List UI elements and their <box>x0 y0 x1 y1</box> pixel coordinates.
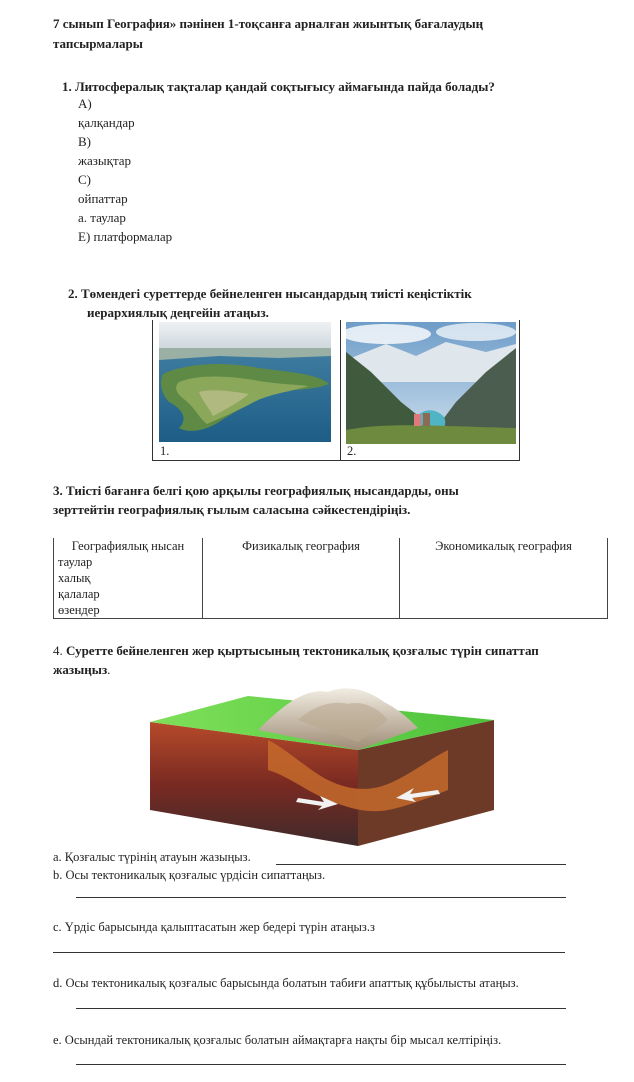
q1-option-e: Е) платформалар <box>78 229 173 244</box>
q1-option-d: a. таулар <box>78 210 126 225</box>
table-header-row <box>54 538 608 554</box>
question-1: 1. Литосфералық тақталар қандай соқтығысу аймағында пайда болады? <box>62 79 495 94</box>
table-row <box>54 570 608 586</box>
header-line-1: 7 сынып География» пәнінен 1-тоқсанға арналған жиынтық бағалаудың <box>53 16 484 31</box>
answer-cell[interactable] <box>203 602 400 619</box>
subquestion-a: a. Қозғалыс түрінің атауын жазыңыз. <box>53 850 251 864</box>
question-3-line-2: зерттейтін географиялық ғылым саласына сәйкестендіріңіз. <box>53 502 411 517</box>
matching-table <box>53 538 608 619</box>
image-2-label: 2. <box>347 444 357 458</box>
q1-option-b: В) <box>78 134 91 149</box>
column-header: Экономикалық география <box>400 538 608 554</box>
image-table-divider <box>340 320 341 460</box>
answer-cell[interactable] <box>400 602 608 619</box>
object-cell: өзендер <box>54 602 203 619</box>
column-header: Физикалық география <box>203 538 400 554</box>
peninsula-aerial-photo-icon <box>159 322 331 442</box>
image-1-label: 1. <box>160 444 170 458</box>
answer-cell[interactable] <box>203 586 400 602</box>
table-row <box>54 602 608 619</box>
question-2-line-2: иерархиялық деңгейін атаңыз. <box>87 305 269 320</box>
q1-option-c: С) <box>78 172 91 187</box>
answer-line-e[interactable] <box>76 1064 566 1065</box>
q1-option-text: ойпаттар <box>78 191 128 206</box>
answer-cell[interactable] <box>203 570 400 586</box>
question-3-line-1: 3. Тиісті бағанға белгі қою арқылы географиялық нысандарды, оны <box>53 483 459 498</box>
subquestion-c: c. Үрдіс барысында қалыптасатын жер бедері түрін атаңыз.з <box>53 920 375 934</box>
subquestion-e: e. Осындай тектоникалық қозғалыс болатын аймақтарға нақты бір мысал келтіріңіз. <box>53 1033 502 1047</box>
q1-option-text: қалқандар <box>78 115 135 130</box>
question-4-text: Суретте бейнеленген жер қыртысының тектоникалық қозғалыс түрін сипаттап <box>66 643 539 658</box>
question-4-period: . <box>107 662 111 677</box>
question-4-number: 4. <box>53 643 66 658</box>
answer-cell[interactable] <box>400 554 608 570</box>
answer-line-c[interactable] <box>53 952 565 953</box>
table-row <box>54 586 608 602</box>
object-cell: халық <box>54 570 203 586</box>
question-4-line-1 <box>53 642 539 660</box>
tectonic-plate-collision-diagram-icon <box>148 680 496 846</box>
answer-cell[interactable] <box>400 586 608 602</box>
question-2-line-1: 2. Төмендегі суреттерде бейнеленген нысандардың тиісті кеңістіктік <box>68 286 472 301</box>
question-4-text-end: жазыңыз <box>53 662 108 677</box>
header-line-2: тапсырмалары <box>53 36 143 51</box>
answer-cell[interactable] <box>203 554 400 570</box>
answer-line-d[interactable] <box>76 1008 566 1009</box>
subquestion-d: d. Осы тектоникалық қозғалыс барысында болатын табиғи апаттық құбылысты атаңыз. <box>53 976 519 990</box>
column-header: Географиялық нысан <box>54 538 203 554</box>
q1-option-text: жазықтар <box>78 153 132 168</box>
table-row <box>54 554 608 570</box>
answer-cell[interactable] <box>400 570 608 586</box>
question-4-line-2 <box>53 661 110 679</box>
q1-option-a: А) <box>78 96 92 111</box>
mountain-lake-valley-photo-icon <box>346 322 516 444</box>
object-cell: таулар <box>54 554 203 570</box>
answer-line-a[interactable] <box>276 864 566 865</box>
object-cell: қалалар <box>54 586 203 602</box>
subquestion-b: b. Осы тектоникалық қозғалыс үрдісін сипаттаңыз. <box>53 868 326 882</box>
answer-line-b[interactable] <box>76 897 566 898</box>
